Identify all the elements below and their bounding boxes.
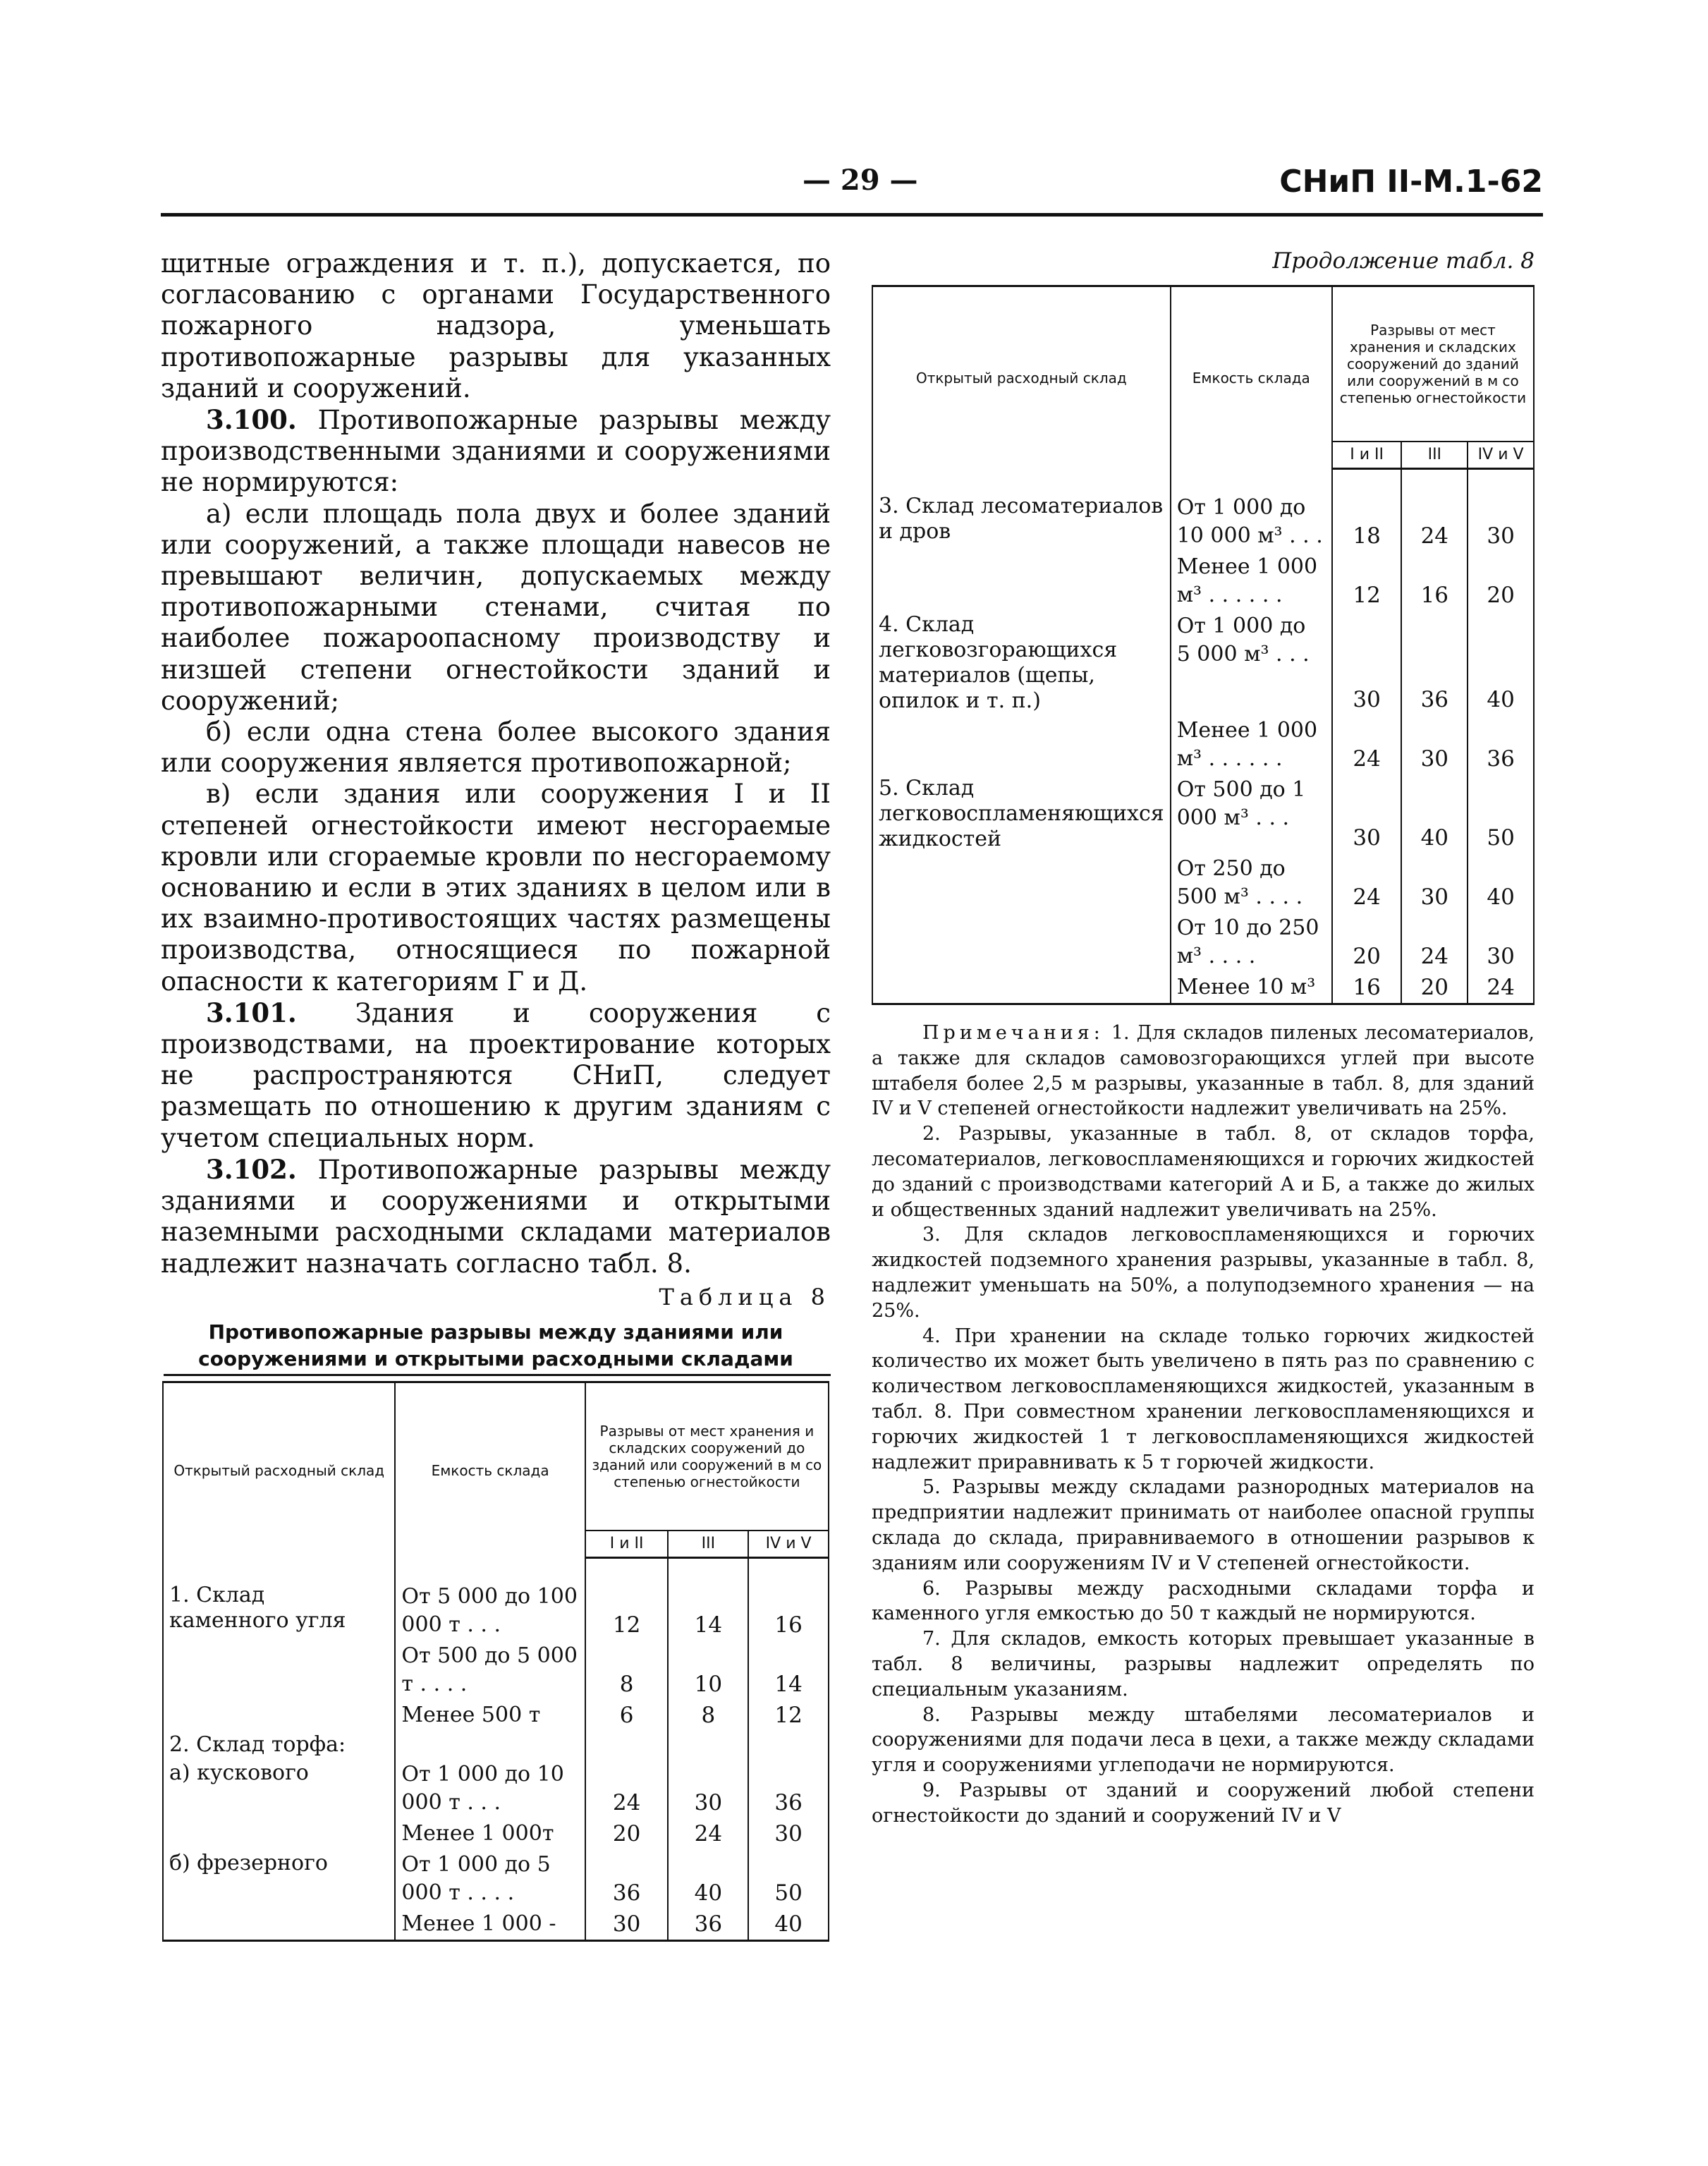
note-text: 4. При хранении на складе только горючих жидкостей количество их может быть увеличено в пять раз по сравнению с количеством легковоспламеняющихся жидкостей, указанным в табл. 8. При совместном хранении легковоспламеняющихся и горючих жидкостей 1 т легковоспламеняющихся жидкостей надлежит приравнивать к 5 т горючей жидкости. [872,1325,1535,1473]
capacity-cell: От 1 000 до 5 000 т . . . . [395,1849,585,1909]
table-row [872,552,1534,611]
paragraph-text: б) если одна стена более высокого здания или сооружения является противопожарной; [161,717,831,779]
column-header-grade-3: III [1401,442,1468,469]
table-row [872,715,1534,774]
distance-grade-4-5-cell: 20 [1468,552,1534,611]
distance-grade-3-cell: 30 [1401,715,1468,774]
column-header-grade-3: III [668,1531,748,1558]
paragraph [161,717,831,779]
paragraph-text: Противопожарные разрывы между производственными зданиями и сооружениями не нормируются: [161,405,831,498]
table-caption: Таблица 8 [659,1284,831,1310]
notes-heading: Примечания: [922,1022,1104,1044]
distance-grade-4-5-cell: 14 [748,1641,829,1700]
note-item [872,1021,1535,1121]
storage-type-cell: 3. Склад лесоматериалов и дров [872,492,1171,552]
note-item [872,1778,1535,1829]
storage-type-cell [872,913,1171,972]
note-text: 9. Разрывы от зданий и сооружений любой степени огнестойкости до зданий и сооружений IV и V [872,1779,1535,1827]
distance-grade-3-cell: 20 [1401,972,1468,1004]
table-8-part-1 [162,1381,829,1942]
column-header-storage: Открытый расходный склад [872,286,1171,469]
note-item [872,1576,1535,1627]
table-row [163,1581,829,1641]
table-row [163,1818,829,1849]
capacity-cell: Менее 1 000т [395,1818,585,1849]
distance-grade-1-2-cell: 20 [1332,913,1402,972]
storage-type-cell [872,552,1171,611]
distance-grade-3-cell: 24 [1401,913,1468,972]
distance-grade-4-5-cell: 36 [1468,715,1534,774]
capacity-cell: Менее 1 000 м³ . . . . . . [1171,715,1332,774]
paragraph [161,499,831,717]
storage-type-cell: а) кускового [163,1759,395,1818]
capacity-cell: От 500 до 1 000 м³ . . . [1171,774,1332,853]
distance-grade-1-2-cell: 30 [585,1909,669,1941]
page-number: — 29 — [803,164,918,197]
distance-grade-3-cell: 40 [1401,774,1468,853]
distance-grade-4-5-cell: 16 [748,1581,829,1641]
note-item [872,1475,1535,1576]
clause-number: 3.101. [206,997,297,1028]
paragraph-text: в) если здания или сооружения I и II степеней огнестойкости имеют несгораемые кровли или сгораемые кровли по несгораемому основанию и если в этих зданиях в целом или в их взаимно-противостоящих частях размещены производства, относящиеся по пожарной опасности к категориям Г и Д. [161,779,831,997]
distance-grade-1-2-cell: 6 [585,1700,669,1731]
distance-grade-4-5-cell: 30 [1468,913,1534,972]
note-item [872,1222,1535,1323]
table-row [872,774,1534,853]
distance-grade-4-5-cell: 12 [748,1700,829,1731]
page-header [161,164,1543,217]
table-notes [872,1021,1535,1829]
distance-grade-3-cell: 16 [1401,552,1468,611]
column-header-grade-4-5: IV и V [1468,442,1534,469]
storage-type-cell: б) фрезерного [163,1849,395,1909]
capacity-cell: От 250 до 500 м³ . . . . [1171,853,1332,913]
column-header-grade-1-2: I и II [585,1531,669,1558]
distance-grade-1-2-cell [585,1731,669,1759]
distance-grade-1-2-cell: 24 [585,1759,669,1818]
table-8-part-2 [872,285,1535,1005]
capacity-cell: От 5 000 до 100 000 т . . . [395,1581,585,1641]
paragraph-text: а) если площадь пола двух и более зданий или сооружений, а также площади навесов не превышают величин, допускаемых между противопожарными стенами, считая по наиболее пожароопасному производству и низшей степени огнестойкости зданий и сооружений; [161,498,831,716]
distance-grade-4-5-cell: 40 [748,1909,829,1941]
distance-grade-4-5-cell: 50 [1468,774,1534,853]
distance-grade-4-5-cell: 36 [748,1759,829,1818]
table-row [163,1909,829,1941]
capacity-cell: От 1 000 до 10 000 т . . . [395,1759,585,1818]
paragraph [161,779,831,997]
distance-grade-3-cell: 36 [668,1909,748,1941]
distance-grade-1-2-cell: 24 [1332,715,1402,774]
table-row [872,853,1534,913]
distance-grade-4-5-cell: 24 [1468,972,1534,1004]
distance-grade-4-5-cell: 30 [1468,492,1534,552]
storage-type-cell: 5. Склад легковоспламеняющихся жидкостей [872,774,1171,853]
capacity-cell: От 10 до 250 м³ . . . . [1171,913,1332,972]
distance-grade-1-2-cell: 12 [585,1581,669,1641]
capacity-cell: Менее 1 000 м³ . . . . . . [1171,552,1332,611]
distance-grade-1-2-cell: 30 [1332,611,1402,715]
paragraph [161,404,831,499]
capacity-cell: От 500 до 5 000 т . . . . [395,1641,585,1700]
distance-grade-3-cell: 10 [668,1641,748,1700]
divider [164,1374,831,1376]
distance-grade-4-5-cell: 50 [748,1849,829,1909]
note-item [872,1121,1535,1222]
distance-grade-4-5-cell [748,1731,829,1759]
storage-type-cell [163,1700,395,1731]
distance-grade-3-cell: 24 [1401,492,1468,552]
note-text: 7. Для складов, емкость которых превышает указанные в табл. 8 величины, разрывы надлежит определять по специальным указаниям. [872,1628,1535,1700]
capacity-cell [395,1731,585,1759]
paragraph [161,248,831,404]
table-row [872,492,1534,552]
distance-grade-4-5-cell: 40 [1468,611,1534,715]
paragraph [161,1154,831,1279]
capacity-cell: От 1 000 до 10 000 м³ . . . [1171,492,1332,552]
note-item [872,1324,1535,1476]
table-row [163,1849,829,1909]
distance-grade-1-2-cell: 12 [1332,552,1402,611]
column-header-capacity: Емкость склада [1171,286,1332,469]
note-text: 2. Разрывы, указанные в табл. 8, от складов торфа, лесоматериалов, легковоспламеняющихся и горючих жидкостей до зданий с производствами категорий А и Б, а также до жилых и общественных зданий надлежит увеличивать на 25%. [872,1123,1535,1221]
distance-grade-3-cell: 8 [668,1700,748,1731]
capacity-cell: Менее 500 т [395,1700,585,1731]
storage-type-cell [163,1909,395,1941]
note-text: 5. Разрывы между складами разнородных материалов на предприятии надлежит принимать от наиболее опасной группы склада до склада, приравниваемого в отношении разрывов к зданиям или сооружениям IV и V степеней огнестойкости. [872,1476,1535,1574]
paragraph-text: щитные ограждения и т. п.), допускается, по согласованию с органами Государственного пожарного надзора, уменьшать противопожарные разрывы для указанных зданий и сооружений. [161,248,831,403]
storage-type-cell [163,1641,395,1700]
distance-grade-1-2-cell: 36 [585,1849,669,1909]
distance-grade-1-2-cell: 20 [585,1818,669,1849]
table-row [872,972,1534,1004]
storage-type-cell [872,972,1171,1004]
distance-grade-3-cell: 40 [668,1849,748,1909]
table-row [163,1641,829,1700]
storage-type-cell: 1. Склад каменного угля [163,1581,395,1641]
storage-type-cell [872,853,1171,913]
clause-number: 3.102. [206,1153,297,1185]
note-text: 1. Для складов пиленых лесоматериалов, а также для складов самовозгорающихся углей при высоте штабеля более 2,5 м разрывы, указанные в табл. 8, для зданий IV и V степеней огнестойкости надлежит увеличивать на 25%. [872,1022,1535,1120]
note-text: 3. Для складов легковоспламеняющихся и горючих жидкостей подземного хранения разрывы, указанные в табл. 8, надлежит уменьшать на 50%, а полуподземного хранения — на 25%. [872,1224,1535,1322]
distance-grade-3-cell: 36 [1401,611,1468,715]
distance-grade-3-cell [668,1731,748,1759]
right-column [872,248,1535,1829]
distance-grade-3-cell: 14 [668,1581,748,1641]
storage-type-cell [872,715,1171,774]
column-header-distances: Разрывы от мест хранения и складских сооружений до зданий или сооружений в м со степенью огнестойкости [1332,286,1534,442]
column-header-distances: Разрывы от мест хранения и складских сооружений до зданий или сооружений в м со степенью огнестойкости [585,1382,829,1531]
distance-grade-1-2-cell: 16 [1332,972,1402,1004]
column-header-storage: Открытый расходный склад [163,1382,395,1558]
document-code: СНиП II-М.1-62 [1279,164,1543,200]
table-row [872,611,1534,715]
distance-grade-1-2-cell: 24 [1332,853,1402,913]
note-text: 6. Разрывы между расходными складами торфа и каменного угля емкостью до 50 т каждый не нормируются. [872,1577,1535,1625]
column-header-capacity: Емкость склада [395,1382,585,1558]
column-header-grade-1-2: I и II [1332,442,1402,469]
table-title: Противопожарные разрывы между зданиями или сооружениями и открытыми расходными складами [198,1320,793,1370]
left-column [161,248,831,1279]
paragraph-text: Противопожарные разрывы между зданиями и сооружениями и открытыми наземными расходными складами материалов надлежит назначать согласно табл. 8. [161,1154,831,1279]
distance-grade-4-5-cell: 40 [1468,853,1534,913]
note-item [872,1703,1535,1778]
capacity-cell: Менее 1 000 - [395,1909,585,1941]
capacity-cell: Менее 10 м³ [1171,972,1332,1004]
distance-grade-1-2-cell: 30 [1332,774,1402,853]
table-row [163,1759,829,1818]
distance-grade-4-5-cell: 30 [748,1818,829,1849]
storage-type-cell [163,1818,395,1849]
note-item [872,1626,1535,1702]
storage-type-cell: 2. Склад торфа: [163,1731,395,1759]
table-continuation-label: Продолжение табл. 8 [1272,248,1535,274]
column-header-grade-4-5: IV и V [748,1531,829,1558]
clause-number: 3.100. [206,404,297,436]
table-row [163,1731,829,1759]
table-row [163,1700,829,1731]
distance-grade-1-2-cell: 8 [585,1641,669,1700]
distance-grade-3-cell: 30 [1401,853,1468,913]
note-text: 8. Разрывы между штабелями лесоматериалов и сооружениями для подачи леса в цехи, а также между складами угля и сооружениями углеподачи не нормируются. [872,1703,1535,1777]
distance-grade-3-cell: 24 [668,1818,748,1849]
table-row [872,913,1534,972]
distance-grade-3-cell: 30 [668,1759,748,1818]
storage-type-cell: 4. Склад легковозгорающихся материалов (щепы, опилок и т. п.) [872,611,1171,715]
paragraph-text: Здания и сооружения с производствами, на проектирование которых не распространяются СНиП, следует размещать по отношению к другим зданиям с учетом специальных норм. [161,997,831,1153]
capacity-cell: От 1 000 до 5 000 м³ . . . [1171,611,1332,715]
distance-grade-1-2-cell: 18 [1332,492,1402,552]
paragraph [161,997,831,1154]
